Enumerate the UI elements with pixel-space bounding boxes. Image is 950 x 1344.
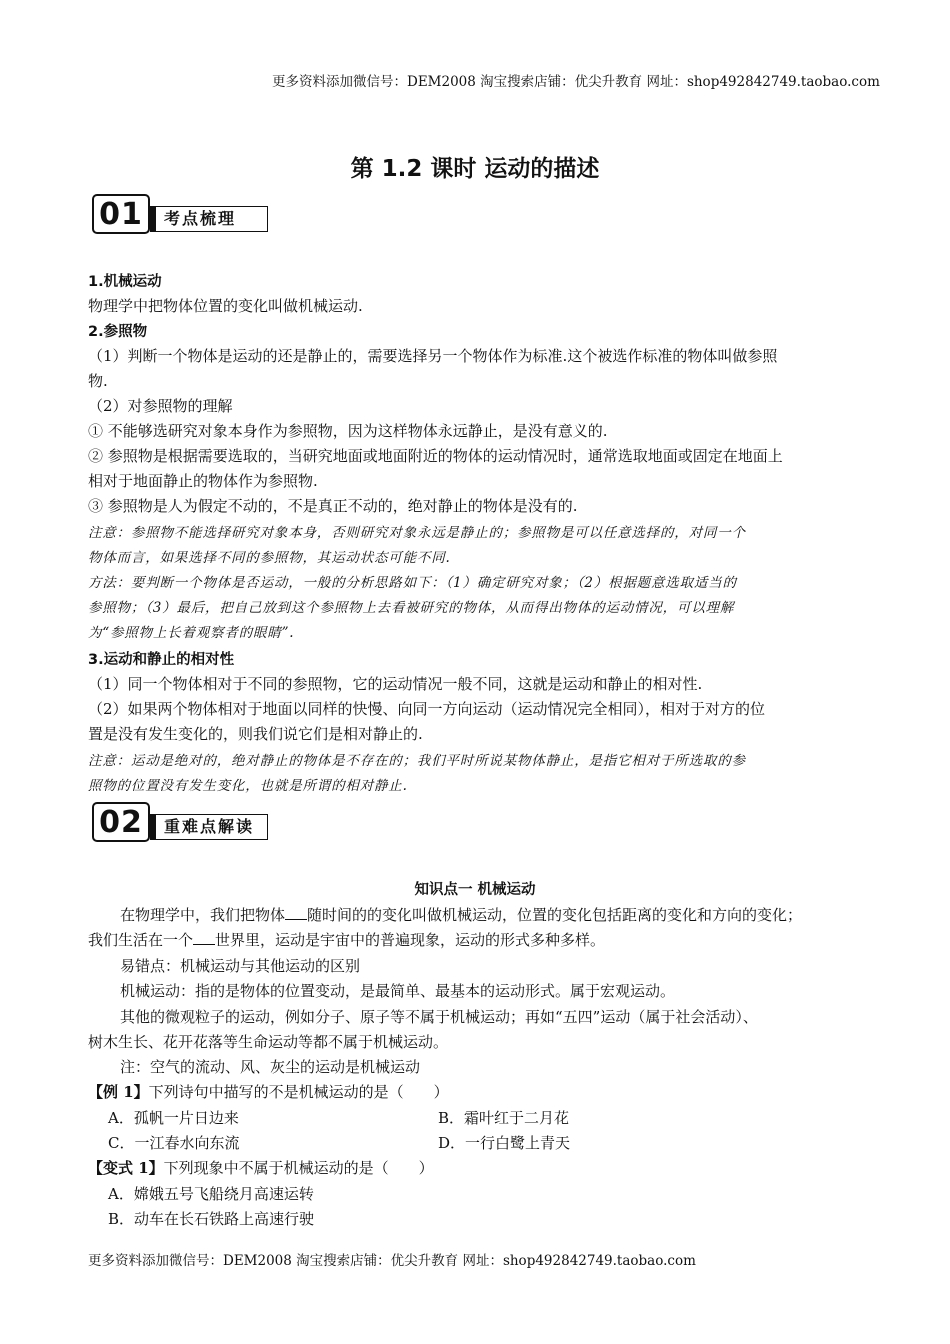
note: 物体而言，如果选择不同的参照物，其运动状态可能不同. xyxy=(88,550,451,566)
option-a[interactable]: A．孤帆一片日边来 xyxy=(108,1109,239,1127)
paragraph-with-blank xyxy=(120,904,802,925)
paragraph: 置是没有发生变化的，则我们说它们是相对静止的. xyxy=(88,725,423,743)
paragraph: （1）判断一个物体是运动的还是静止的，需要选择另一个物体作为标准.这个被选作标准的物体叫做参照 xyxy=(88,347,778,365)
example-tag: 【例 1】 xyxy=(88,1083,149,1101)
paragraph-with-blank xyxy=(88,929,605,950)
paragraph: ② 参照物是根据需要选取的，当研究地面或地面附近的物体的运动情况时，通常选取地面或固定在地面上 xyxy=(88,447,783,465)
paragraph: 注：空气的流动、风、灰尘的运动是机械运动 xyxy=(120,1058,421,1076)
option-c[interactable]: C．一江春水向东流 xyxy=(108,1134,240,1152)
paragraph: 树木生长、花开花落等生命运动等都不属于机械运动。 xyxy=(88,1033,449,1051)
method-note: 参照物；（3）最后，把自己放到这个参照物上去看被研究的物体，从而得出物体的运动情况，可以理解 xyxy=(88,600,735,616)
method-note: 为“参照物上长着观察者的眼睛”. xyxy=(88,625,295,641)
page-footer: 更多资料添加微信号：DEM2008 淘宝搜索店铺：优尖升教育 网址：shop492842749.taobao.com xyxy=(88,1253,696,1269)
paragraph: 物理学中把物体位置的变化叫做机械运动. xyxy=(88,297,363,315)
paragraph: 相对于地面静止的物体作为参照物. xyxy=(88,472,318,490)
paragraph: 其他的微观粒子的运动，例如分子、原子等不属于机械运动；再如“五四”运动（属于社会活动）、 xyxy=(120,1008,758,1026)
badge-label: 考点梳理 xyxy=(150,206,268,232)
paragraph: 物. xyxy=(88,372,108,390)
fill-blank[interactable] xyxy=(285,905,307,920)
note: 注意：参照物不能选择研究对象本身，否则研究对象永远是静止的；参照物是可以任意选择的，对同一个 xyxy=(88,525,746,541)
paragraph: （2）对参照物的理解 xyxy=(88,397,233,415)
paragraph: 易错点：机械运动与其他运动的区别 xyxy=(120,957,361,975)
page-header: 更多资料添加微信号：DEM2008 淘宝搜索店铺：优尖升教育 网址：shop492842749.taobao.com xyxy=(272,74,880,90)
question-text: 下列现象中不属于机械运动的是（ ） xyxy=(163,1159,434,1177)
paragraph: （1）同一个物体相对于不同的参照物，它的运动情况一般不同，这就是运动和静止的相对性. xyxy=(88,675,703,693)
paragraph: 机械运动：指的是物体的位置变动，是最简单、最基本的运动形式。属于宏观运动。 xyxy=(120,982,676,1000)
text: 在物理学中，我们把物体 xyxy=(120,906,286,924)
badge-label: 重难点解读 xyxy=(150,814,268,840)
heading-reference-object: 2.参照物 xyxy=(88,324,148,340)
paragraph: ③ 参照物是人为假定不动的，不是真正不动的，绝对静止的物体是没有的. xyxy=(88,497,578,515)
page-title: 第 1.2 课时 运动的描述 xyxy=(350,156,600,182)
option-b[interactable]: B．动车在长石铁路上高速行驶 xyxy=(108,1210,315,1228)
fill-blank[interactable] xyxy=(193,930,215,945)
option-d[interactable]: D．一行白鹭上青天 xyxy=(438,1134,571,1152)
example-question xyxy=(88,1081,449,1102)
badge-number: 02 xyxy=(92,802,150,842)
variant-question xyxy=(88,1157,434,1178)
note: 注意：运动是绝对的，绝对静止的物体是不存在的；我们平时所说某物体静止，是指它相对于所选取的参 xyxy=(88,753,746,769)
heading-mechanical-motion: 1.机械运动 xyxy=(88,274,162,290)
text: 世界里，运动是宇宙中的普遍现象，运动的形式多种多样。 xyxy=(215,931,606,949)
badge-number: 01 xyxy=(92,194,150,234)
knowledge-point-heading: 知识点一 机械运动 xyxy=(414,882,536,898)
note: 照物的位置没有发生变化，也就是所谓的相对静止. xyxy=(88,778,408,794)
text: 我们生活在一个 xyxy=(88,931,194,949)
option-a[interactable]: A．嫦娥五号飞船绕月高速运转 xyxy=(108,1185,314,1203)
text: 随时间的的变化叫做机械运动，位置的变化包括距离的变化和方向的变化； xyxy=(307,906,803,924)
paragraph: （2）如果两个物体相对于地面以同样的快慢、向同一方向运动（运动情况完全相同），相对于对方的位 xyxy=(88,700,766,718)
question-text: 下列诗句中描写的不是机械运动的是（ ） xyxy=(148,1083,449,1101)
heading-relativity: 3.运动和静止的相对性 xyxy=(88,652,235,668)
variant-tag: 【变式 1】 xyxy=(88,1159,164,1177)
paragraph: ① 不能够选研究对象本身作为参照物，因为这样物体永远静止，是没有意义的. xyxy=(88,422,608,440)
method-note: 方法：要判断一个物体是否运动，一般的分析思路如下：（1）确定研究对象；（2）根据题意选取适当的 xyxy=(88,575,737,591)
option-b[interactable]: B．霜叶红于二月花 xyxy=(438,1109,570,1127)
